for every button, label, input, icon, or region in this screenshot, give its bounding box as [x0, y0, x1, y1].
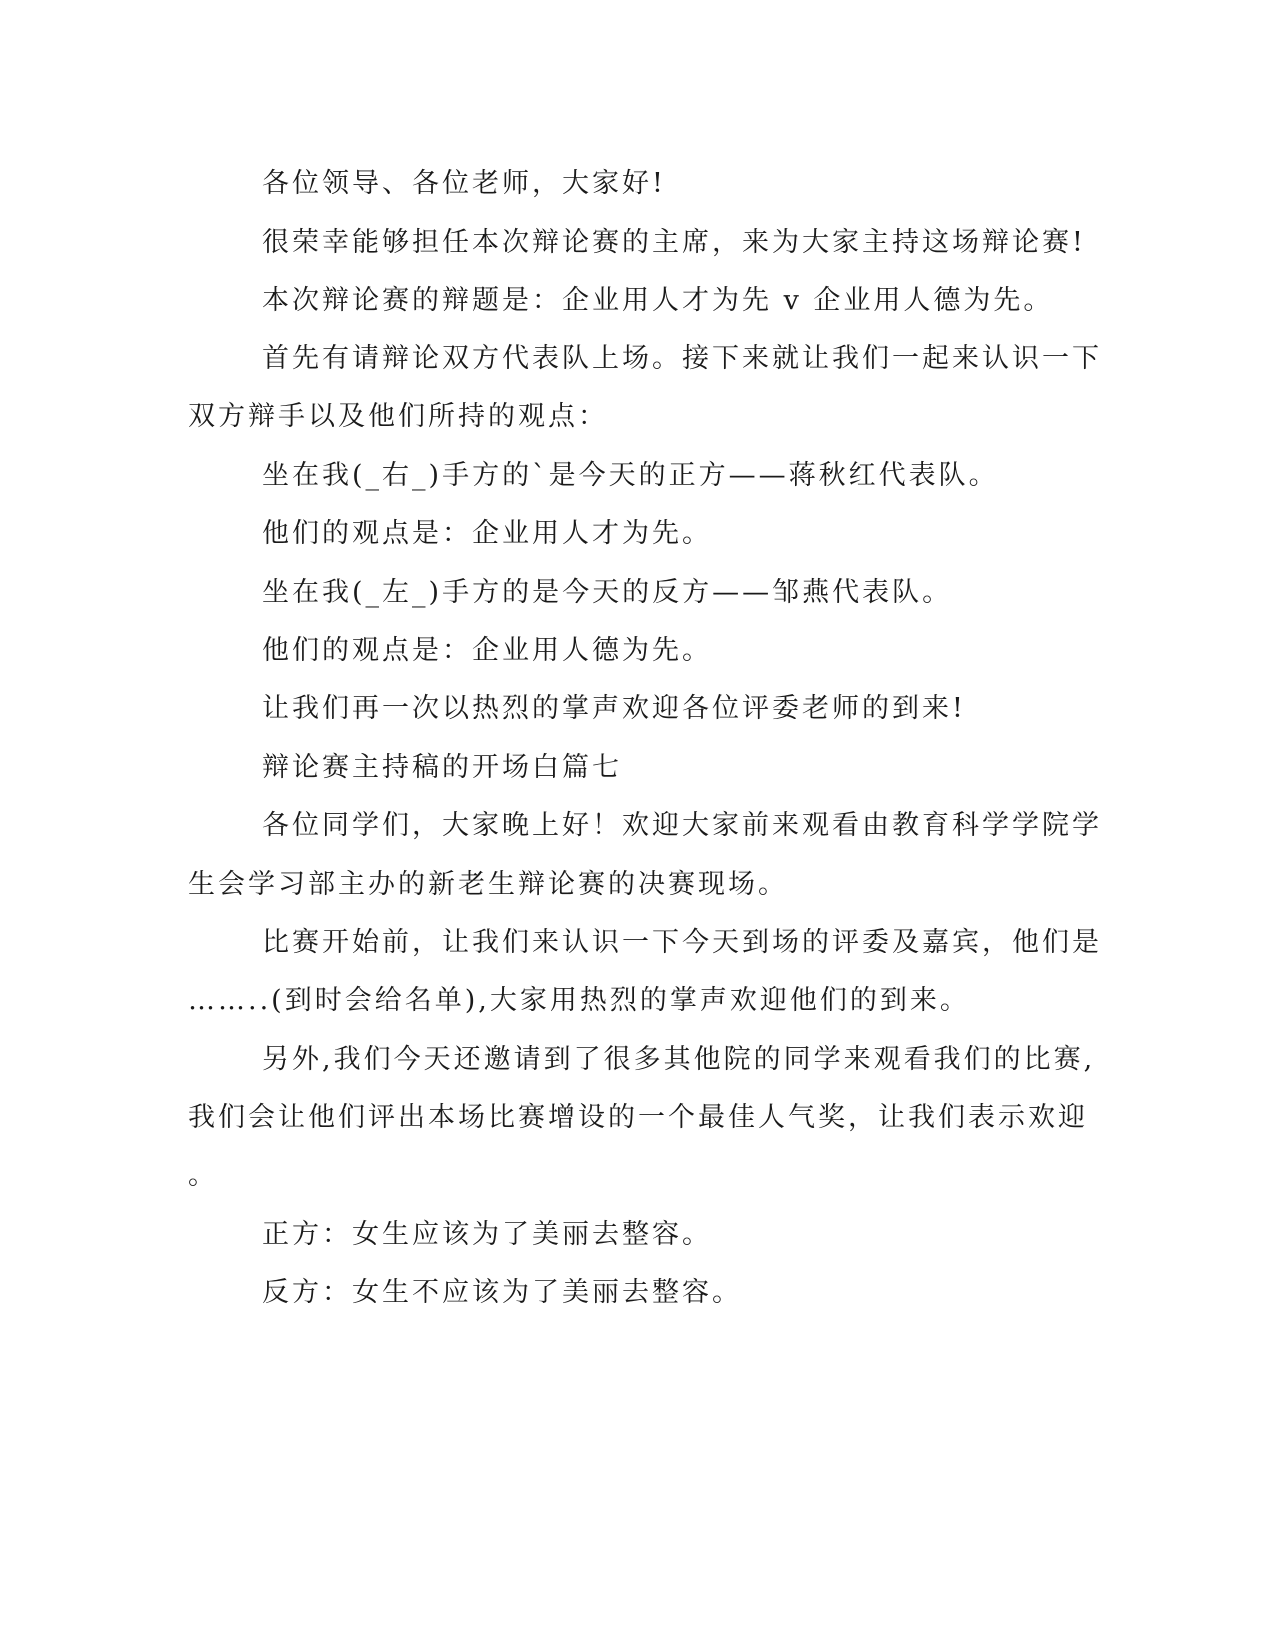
paragraph-line: 反方：女生不应该为了美丽去整容。: [262, 1277, 742, 1308]
paragraph-line: 他们的观点是：企业用人德为先。: [262, 635, 712, 666]
paragraph-line: 我们会让他们评出本场比赛增设的一个最佳人气奖，让我们表示欢迎: [188, 1102, 1088, 1133]
paragraph-line: 正方：女生应该为了美丽去整容。: [262, 1219, 712, 1250]
paragraph-line: ……..(到时会给名单),大家用热烈的掌声欢迎他们的到来。: [188, 985, 970, 1016]
paragraph-line: 。: [188, 1160, 218, 1191]
paragraph-line: 坐在我(_右_)手方的`是今天的正方——蒋秋红代表队。: [262, 460, 999, 491]
paragraph-line: 比赛开始前，让我们来认识一下今天到场的评委及嘉宾，他们是: [262, 927, 1102, 958]
paragraph-line: 很荣幸能够担任本次辩论赛的主席，来为大家主持这场辩论赛!: [262, 227, 1086, 258]
paragraph-line: 另外,我们今天还邀请到了很多其他院的同学来观看我们的比赛,: [262, 1044, 1096, 1075]
paragraph-line: 他们的观点是：企业用人才为先。: [262, 518, 712, 549]
paragraph-line: 各位同学们，大家晚上好！欢迎大家前来观看由教育科学学院学: [262, 810, 1102, 841]
paragraph-line: 双方辩手以及他们所持的观点：: [188, 401, 608, 432]
paragraph-line: 坐在我(_左_)手方的是今天的反方——邹燕代表队。: [262, 577, 953, 608]
paragraph-line: 让我们再一次以热烈的掌声欢迎各位评委老师的到来!: [262, 693, 966, 724]
section-heading: 辩论赛主持稿的开场白篇七: [262, 752, 622, 783]
paragraph-line: 本次辩论赛的辩题是：企业用人才为先 v 企业用人德为先。: [262, 285, 1054, 316]
paragraph-line: 首先有请辩论双方代表队上场。接下来就让我们一起来认识一下: [262, 343, 1102, 374]
paragraph-line: 生会学习部主办的新老生辩论赛的决赛现场。: [188, 869, 788, 900]
greeting-line: 各位领导、各位老师，大家好!: [262, 168, 666, 199]
